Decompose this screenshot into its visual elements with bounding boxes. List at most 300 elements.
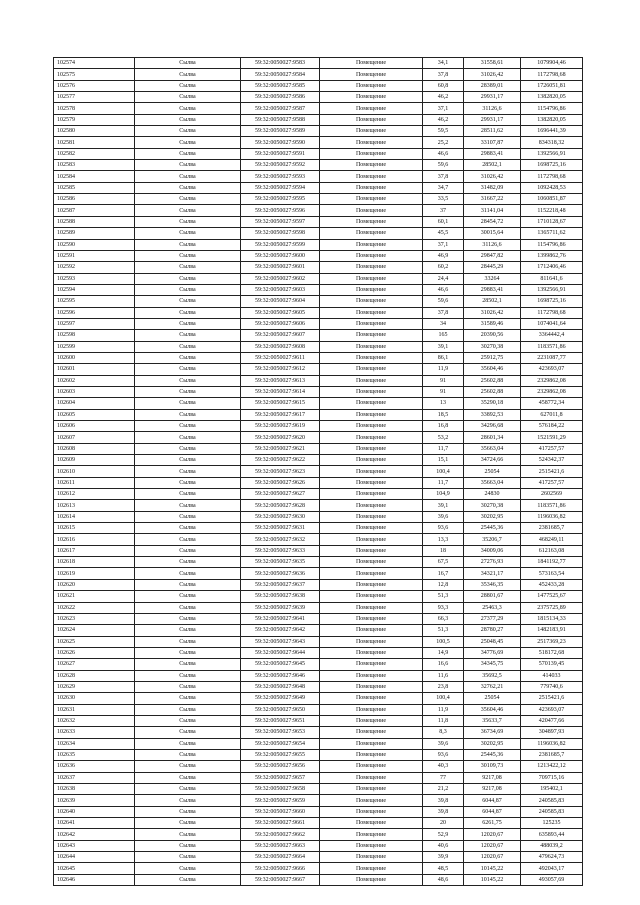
table-row: [54, 738, 583, 749]
cadastral-value-cell: 452433,28: [521, 579, 583, 590]
cadastral-value-cell: 1172798,68: [521, 307, 583, 318]
cadastral-value-cell: 1399862,76: [521, 250, 583, 261]
area-cell: 37,1: [423, 103, 464, 114]
object-type-cell: Помещение: [320, 160, 423, 171]
area-cell: 33,5: [423, 194, 464, 205]
cadastral-value-cell: 576184,22: [521, 421, 583, 432]
row-number-cell: 102606: [54, 421, 135, 432]
row-number-cell: 102617: [54, 545, 135, 556]
area-cell: 48,5: [423, 863, 464, 874]
table-row: [54, 727, 583, 738]
object-type-cell: Помещение: [320, 296, 423, 307]
cadastral-number-cell: 59:32:0050027:9661: [241, 818, 320, 829]
cadastral-number-cell: 59:32:0050027:9635: [241, 557, 320, 568]
locality-cell: Сылва: [135, 568, 241, 579]
table-row: [54, 228, 583, 239]
area-cell: 16,7: [423, 568, 464, 579]
object-type-cell: Помещение: [320, 738, 423, 749]
table-row: [54, 704, 583, 715]
table-row: [54, 557, 583, 568]
cadastral-number-cell: 59:32:0050027:9626: [241, 477, 320, 488]
table-row: [54, 205, 583, 216]
object-type-cell: Помещение: [320, 647, 423, 658]
cadastral-value-cell: 479624,73: [521, 852, 583, 863]
row-number-cell: 102592: [54, 262, 135, 273]
specific-value-cell: 28502,1: [464, 160, 521, 171]
object-type-cell: Помещение: [320, 557, 423, 568]
cadastral-number-cell: 59:32:0050027:9615: [241, 398, 320, 409]
area-cell: 11,9: [423, 704, 464, 715]
locality-cell: Сылва: [135, 874, 241, 885]
cadastral-number-cell: 59:32:0050027:9666: [241, 863, 320, 874]
row-number-cell: 102605: [54, 409, 135, 420]
row-number-cell: 102632: [54, 715, 135, 726]
cadastral-value-cell: 420477,66: [521, 715, 583, 726]
locality-cell: Сылва: [135, 829, 241, 840]
row-number-cell: 102621: [54, 591, 135, 602]
row-number-cell: 102609: [54, 455, 135, 466]
area-cell: 59,5: [423, 126, 464, 137]
row-number-cell: 102586: [54, 194, 135, 205]
cadastral-value-cell: 1698725,16: [521, 160, 583, 171]
area-cell: 60,8: [423, 80, 464, 91]
cadastral-value-cell: 195402,1: [521, 784, 583, 795]
cadastral-number-cell: 59:32:0050027:9592: [241, 160, 320, 171]
table-row: [54, 318, 583, 329]
specific-value-cell: 29883,41: [464, 148, 521, 159]
locality-cell: Сылва: [135, 250, 241, 261]
locality-cell: Сылва: [135, 182, 241, 193]
cadastral-value-cell: 1183571,86: [521, 500, 583, 511]
cadastral-value-cell: 414033: [521, 670, 583, 681]
specific-value-cell: 24830: [464, 489, 521, 500]
specific-value-cell: 34296,68: [464, 421, 521, 432]
row-number-cell: 102603: [54, 386, 135, 397]
row-number-cell: 102640: [54, 806, 135, 817]
cadastral-number-cell: 59:32:0050027:9603: [241, 284, 320, 295]
locality-cell: Сылва: [135, 534, 241, 545]
table-row: [54, 171, 583, 182]
area-cell: 45,5: [423, 228, 464, 239]
row-number-cell: 102597: [54, 318, 135, 329]
specific-value-cell: 33892,53: [464, 409, 521, 420]
area-cell: 11,7: [423, 477, 464, 488]
cadastral-number-cell: 59:32:0050027:9596: [241, 205, 320, 216]
area-cell: 15,1: [423, 455, 464, 466]
specific-value-cell: 35692,5: [464, 670, 521, 681]
locality-cell: Сылва: [135, 194, 241, 205]
row-number-cell: 102618: [54, 557, 135, 568]
cadastral-value-cell: 635893,44: [521, 829, 583, 840]
table-row: [54, 216, 583, 227]
cadastral-number-cell: 59:32:0050027:9584: [241, 69, 320, 80]
area-cell: 100,4: [423, 693, 464, 704]
table-row: [54, 103, 583, 114]
cadastral-value-cell: 1079904,46: [521, 58, 583, 69]
object-type-cell: Помещение: [320, 681, 423, 692]
locality-cell: Сылва: [135, 772, 241, 783]
cadastral-number-cell: 59:32:0050027:9593: [241, 171, 320, 182]
cadastral-number-cell: 59:32:0050027:9611: [241, 352, 320, 363]
specific-value-cell: 34321,17: [464, 568, 521, 579]
cadastral-value-cell: 1152218,48: [521, 205, 583, 216]
area-cell: 11,7: [423, 443, 464, 454]
locality-cell: Сылва: [135, 239, 241, 250]
locality-cell: Сылва: [135, 126, 241, 137]
cadastral-value-cell: 1726051,81: [521, 80, 583, 91]
object-type-cell: Помещение: [320, 591, 423, 602]
table-row: [54, 126, 583, 137]
cadastral-value-cell: 2515421,6: [521, 693, 583, 704]
locality-cell: Сылва: [135, 840, 241, 851]
specific-value-cell: 20390,56: [464, 330, 521, 341]
locality-cell: Сылва: [135, 58, 241, 69]
specific-value-cell: 10145,22: [464, 874, 521, 885]
cadastral-value-cell: 1710128,67: [521, 216, 583, 227]
locality-cell: Сылва: [135, 160, 241, 171]
area-cell: 51,3: [423, 625, 464, 636]
area-cell: 46,2: [423, 92, 464, 103]
row-number-cell: 102590: [54, 239, 135, 250]
object-type-cell: Помещение: [320, 432, 423, 443]
locality-cell: Сылва: [135, 613, 241, 624]
area-cell: 39,8: [423, 795, 464, 806]
object-type-cell: Помещение: [320, 228, 423, 239]
locality-cell: Сылва: [135, 727, 241, 738]
cadastral-number-cell: 59:32:0050027:9617: [241, 409, 320, 420]
specific-value-cell: 35206,7: [464, 534, 521, 545]
object-type-cell: Помещение: [320, 352, 423, 363]
cadastral-value-cell: 492043,17: [521, 863, 583, 874]
specific-value-cell: 34776,69: [464, 647, 521, 658]
locality-cell: Сылва: [135, 738, 241, 749]
locality-cell: Сылва: [135, 761, 241, 772]
cadastral-value-cell: 1196036,82: [521, 511, 583, 522]
table-row: [54, 523, 583, 534]
table-row: [54, 568, 583, 579]
cadastral-value-cell: 1521591,29: [521, 432, 583, 443]
cadastral-number-cell: 59:32:0050027:9649: [241, 693, 320, 704]
area-cell: 18,5: [423, 409, 464, 420]
area-cell: 37: [423, 205, 464, 216]
specific-value-cell: 25054: [464, 466, 521, 477]
cadastral-number-cell: 59:32:0050027:9588: [241, 114, 320, 125]
object-type-cell: Помещение: [320, 602, 423, 613]
specific-value-cell: 28511,62: [464, 126, 521, 137]
cadastral-number-cell: 59:32:0050027:9630: [241, 511, 320, 522]
cadastral-value-cell: 304897,93: [521, 727, 583, 738]
area-cell: 11,8: [423, 715, 464, 726]
cadastral-value-cell: 1365711,62: [521, 228, 583, 239]
object-type-cell: Помещение: [320, 92, 423, 103]
specific-value-cell: 9217,08: [464, 772, 521, 783]
row-number-cell: 102591: [54, 250, 135, 261]
row-number-cell: 102604: [54, 398, 135, 409]
cadastral-value-cell: 3364442,4: [521, 330, 583, 341]
specific-value-cell: 28502,1: [464, 296, 521, 307]
row-number-cell: 102639: [54, 795, 135, 806]
row-number-cell: 102577: [54, 92, 135, 103]
cadastral-number-cell: 59:32:0050027:9648: [241, 681, 320, 692]
cadastral-value-cell: 1482183,91: [521, 625, 583, 636]
row-number-cell: 102614: [54, 511, 135, 522]
table-row: [54, 715, 583, 726]
specific-value-cell: 31126,6: [464, 103, 521, 114]
locality-cell: Сылва: [135, 455, 241, 466]
cadastral-number-cell: 59:32:0050027:9636: [241, 568, 320, 579]
row-number-cell: 102646: [54, 874, 135, 885]
object-type-cell: Помещение: [320, 330, 423, 341]
object-type-cell: Помещение: [320, 829, 423, 840]
cadastral-value-cell: 627011,8: [521, 409, 583, 420]
area-cell: 91: [423, 375, 464, 386]
object-type-cell: Помещение: [320, 273, 423, 284]
area-cell: 21,2: [423, 784, 464, 795]
row-number-cell: 102633: [54, 727, 135, 738]
locality-cell: Сылва: [135, 398, 241, 409]
area-cell: 39,8: [423, 806, 464, 817]
locality-cell: Сылва: [135, 625, 241, 636]
area-cell: 24,4: [423, 273, 464, 284]
area-cell: 34,7: [423, 182, 464, 193]
specific-value-cell: 27276,93: [464, 557, 521, 568]
locality-cell: Сылва: [135, 284, 241, 295]
specific-value-cell: 25912,75: [464, 352, 521, 363]
cadastral-number-cell: 59:32:0050027:9657: [241, 772, 320, 783]
table-body: [54, 58, 583, 886]
row-number-cell: 102631: [54, 704, 135, 715]
cadastral-number-cell: 59:32:0050027:9642: [241, 625, 320, 636]
locality-cell: Сылва: [135, 69, 241, 80]
row-number-cell: 102594: [54, 284, 135, 295]
specific-value-cell: 28780,27: [464, 625, 521, 636]
cadastral-number-cell: 59:32:0050027:9623: [241, 466, 320, 477]
cadastral-value-cell: 488039,2: [521, 840, 583, 851]
row-number-cell: 102575: [54, 69, 135, 80]
object-type-cell: Помещение: [320, 500, 423, 511]
object-type-cell: Помещение: [320, 749, 423, 760]
cadastral-value-cell: 423693,07: [521, 704, 583, 715]
specific-value-cell: 33264: [464, 273, 521, 284]
row-number-cell: 102610: [54, 466, 135, 477]
cadastral-value-cell: 1213422,12: [521, 761, 583, 772]
object-type-cell: Помещение: [320, 216, 423, 227]
locality-cell: Сылва: [135, 715, 241, 726]
cadastral-value-cell: 2329862,08: [521, 386, 583, 397]
area-cell: 104,9: [423, 489, 464, 500]
object-type-cell: Помещение: [320, 114, 423, 125]
specific-value-cell: 31026,42: [464, 307, 521, 318]
row-number-cell: 102636: [54, 761, 135, 772]
area-cell: 18: [423, 545, 464, 556]
table-row: [54, 69, 583, 80]
table-row: [54, 466, 583, 477]
object-type-cell: Помещение: [320, 126, 423, 137]
specific-value-cell: 34724,66: [464, 455, 521, 466]
table-row: [54, 273, 583, 284]
locality-cell: Сылва: [135, 852, 241, 863]
cadastral-value-cell: 125235: [521, 818, 583, 829]
cadastral-value-cell: 1815134,33: [521, 613, 583, 624]
table-row: [54, 443, 583, 454]
cadastral-value-cell: 1698725,16: [521, 296, 583, 307]
row-number-cell: 102645: [54, 863, 135, 874]
specific-value-cell: 10145,22: [464, 863, 521, 874]
specific-value-cell: 9217,08: [464, 784, 521, 795]
specific-value-cell: 35663,04: [464, 443, 521, 454]
table-row: [54, 421, 583, 432]
object-type-cell: Помещение: [320, 443, 423, 454]
object-type-cell: Помещение: [320, 795, 423, 806]
table-row: [54, 114, 583, 125]
table-row: [54, 681, 583, 692]
specific-value-cell: 29883,41: [464, 284, 521, 295]
table-row: [54, 194, 583, 205]
specific-value-cell: 36734,69: [464, 727, 521, 738]
cadastral-number-cell: 59:32:0050027:9662: [241, 829, 320, 840]
row-number-cell: 102620: [54, 579, 135, 590]
area-cell: 51,3: [423, 591, 464, 602]
locality-cell: Сылва: [135, 171, 241, 182]
cadastral-number-cell: 59:32:0050027:9655: [241, 749, 320, 760]
row-number-cell: 102589: [54, 228, 135, 239]
row-number-cell: 102596: [54, 307, 135, 318]
area-cell: 37,8: [423, 307, 464, 318]
area-cell: 93,6: [423, 523, 464, 534]
object-type-cell: Помещение: [320, 511, 423, 522]
area-cell: 39,1: [423, 341, 464, 352]
cadastral-value-cell: 493057,69: [521, 874, 583, 885]
row-number-cell: 102600: [54, 352, 135, 363]
specific-value-cell: 35604,46: [464, 364, 521, 375]
locality-cell: Сылва: [135, 693, 241, 704]
locality-cell: Сылва: [135, 421, 241, 432]
cadastral-value-cell: 570139,45: [521, 659, 583, 670]
specific-value-cell: 29931,17: [464, 92, 521, 103]
specific-value-cell: 28801,67: [464, 591, 521, 602]
specific-value-cell: 31667,22: [464, 194, 521, 205]
table-row: [54, 693, 583, 704]
object-type-cell: Помещение: [320, 715, 423, 726]
row-number-cell: 102599: [54, 341, 135, 352]
cadastral-number-cell: 59:32:0050027:9664: [241, 852, 320, 863]
area-cell: 34: [423, 318, 464, 329]
cadastral-number-cell: 59:32:0050027:9594: [241, 182, 320, 193]
row-number-cell: 102602: [54, 375, 135, 386]
cadastral-value-cell: 1074041,64: [521, 318, 583, 329]
table-row: [54, 772, 583, 783]
area-cell: 165: [423, 330, 464, 341]
table-row: [54, 92, 583, 103]
area-cell: 52,9: [423, 829, 464, 840]
object-type-cell: Помещение: [320, 69, 423, 80]
specific-value-cell: 12020,67: [464, 829, 521, 840]
locality-cell: Сылва: [135, 863, 241, 874]
area-cell: 59,6: [423, 296, 464, 307]
cadastral-number-cell: 59:32:0050027:9658: [241, 784, 320, 795]
specific-value-cell: 31589,46: [464, 318, 521, 329]
object-type-cell: Помещение: [320, 761, 423, 772]
table-row: [54, 80, 583, 91]
specific-value-cell: 25463,3: [464, 602, 521, 613]
object-type-cell: Помещение: [320, 194, 423, 205]
locality-cell: Сылва: [135, 489, 241, 500]
table-row: [54, 489, 583, 500]
locality-cell: Сылва: [135, 148, 241, 159]
area-cell: 86,1: [423, 352, 464, 363]
row-number-cell: 102643: [54, 840, 135, 851]
area-cell: 34,1: [423, 58, 464, 69]
cadastral-number-cell: 59:32:0050027:9590: [241, 137, 320, 148]
locality-cell: Сылва: [135, 784, 241, 795]
area-cell: 39,9: [423, 852, 464, 863]
cadastral-value-cell: 2517369,23: [521, 636, 583, 647]
cadastral-number-cell: 59:32:0050027:9637: [241, 579, 320, 590]
object-type-cell: Помещение: [320, 341, 423, 352]
area-cell: 67,5: [423, 557, 464, 568]
locality-cell: Сылва: [135, 262, 241, 273]
specific-value-cell: 27377,29: [464, 613, 521, 624]
cadastral-value-cell: 1060851,87: [521, 194, 583, 205]
table-row: [54, 784, 583, 795]
area-cell: 11,6: [423, 670, 464, 681]
object-type-cell: Помещение: [320, 534, 423, 545]
row-number-cell: 102598: [54, 330, 135, 341]
specific-value-cell: 35663,04: [464, 477, 521, 488]
locality-cell: Сылва: [135, 307, 241, 318]
row-number-cell: 102630: [54, 693, 135, 704]
cadastral-value-cell: 2381685,7: [521, 523, 583, 534]
cadastral-number-cell: 59:32:0050027:9604: [241, 296, 320, 307]
locality-cell: Сылва: [135, 341, 241, 352]
table-row: [54, 477, 583, 488]
locality-cell: Сылва: [135, 681, 241, 692]
locality-cell: Сылва: [135, 103, 241, 114]
area-cell: 100,5: [423, 636, 464, 647]
cadastral-number-cell: 59:32:0050027:9602: [241, 273, 320, 284]
object-type-cell: Помещение: [320, 579, 423, 590]
object-type-cell: Помещение: [320, 489, 423, 500]
row-number-cell: 102574: [54, 58, 135, 69]
specific-value-cell: 25048,45: [464, 636, 521, 647]
table-row: [54, 806, 583, 817]
cadastral-value-cell: 417257,57: [521, 443, 583, 454]
specific-value-cell: 29931,17: [464, 114, 521, 125]
locality-cell: Сылва: [135, 92, 241, 103]
cadastral-value-cell: 709715,16: [521, 772, 583, 783]
area-cell: 93,6: [423, 749, 464, 760]
specific-value-cell: 31126,6: [464, 239, 521, 250]
cadastral-number-cell: 59:32:0050027:9656: [241, 761, 320, 772]
object-type-cell: Помещение: [320, 523, 423, 534]
specific-value-cell: 35633,7: [464, 715, 521, 726]
row-number-cell: 102580: [54, 126, 135, 137]
specific-value-cell: 28389,01: [464, 80, 521, 91]
object-type-cell: Помещение: [320, 863, 423, 874]
object-type-cell: Помещение: [320, 262, 423, 273]
table-row: [54, 818, 583, 829]
table-row: [54, 670, 583, 681]
area-cell: 91: [423, 386, 464, 397]
locality-cell: Сылва: [135, 523, 241, 534]
cadastral-value-cell: 2515421,6: [521, 466, 583, 477]
cadastral-value-cell: 1092428,53: [521, 182, 583, 193]
locality-cell: Сылва: [135, 409, 241, 420]
locality-cell: Сылва: [135, 806, 241, 817]
row-number-cell: 102642: [54, 829, 135, 840]
locality-cell: Сылва: [135, 670, 241, 681]
specific-value-cell: 35604,46: [464, 704, 521, 715]
